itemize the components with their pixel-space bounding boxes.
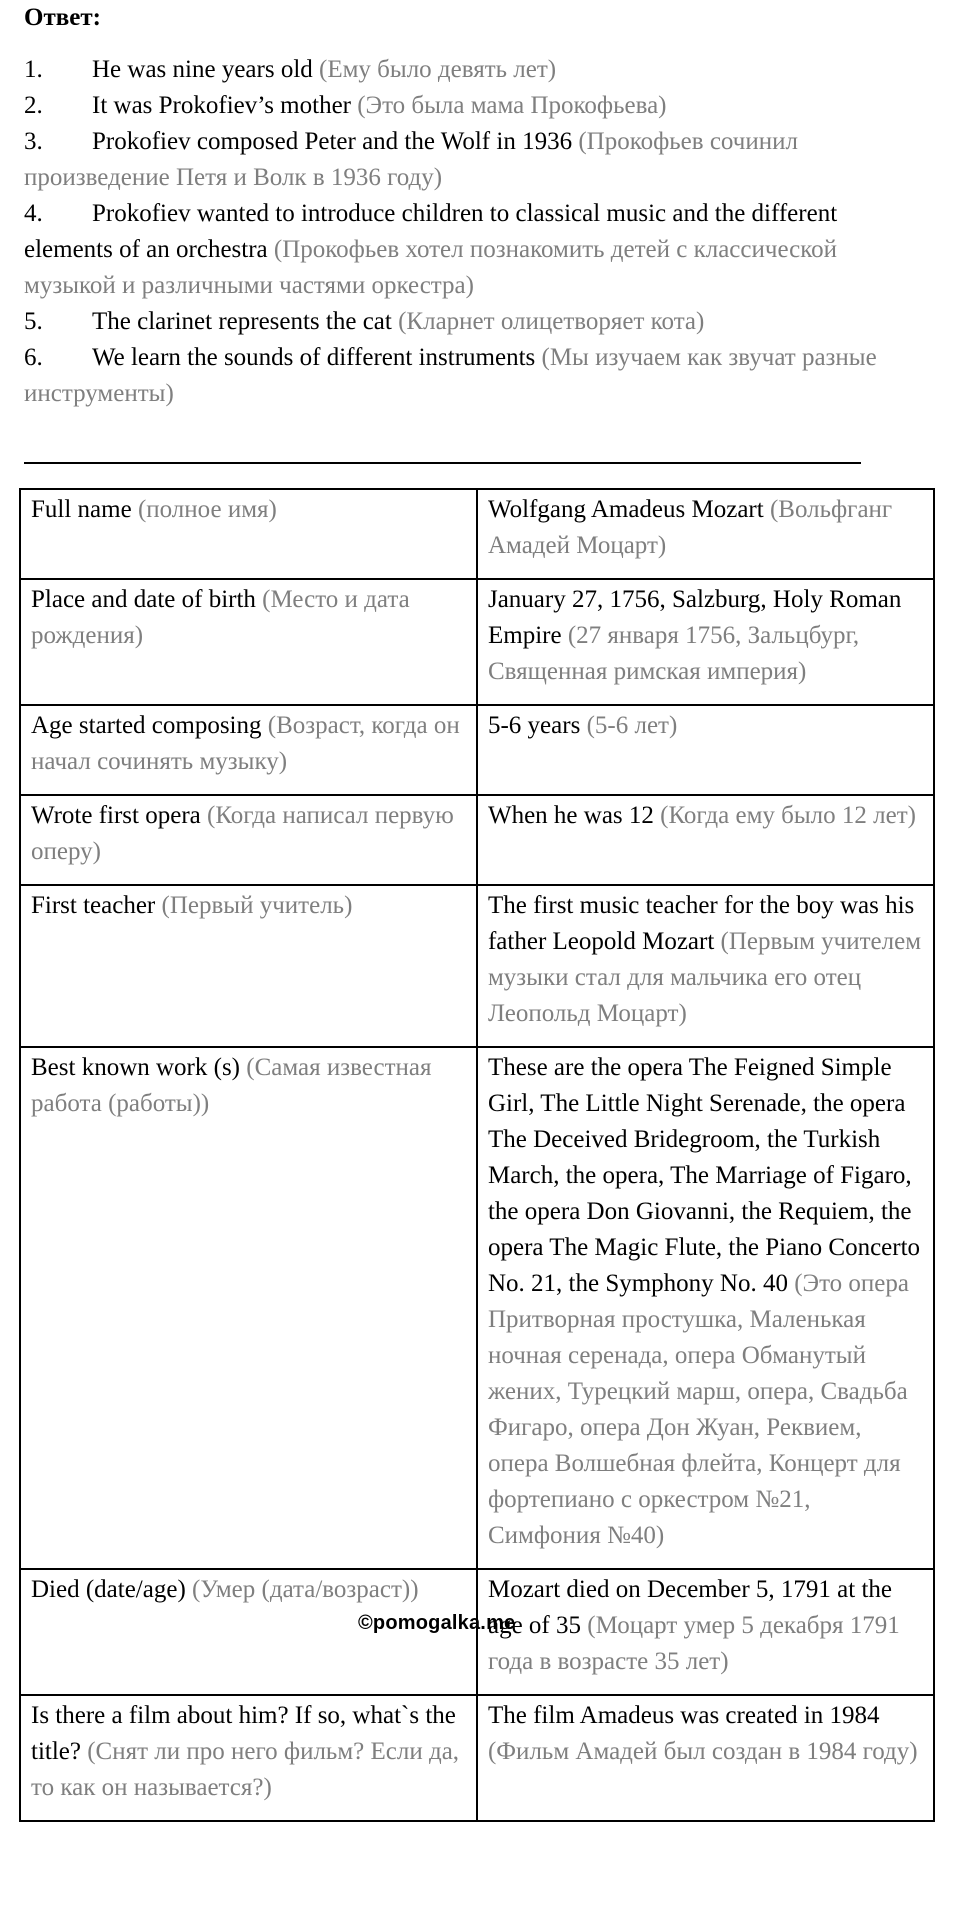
- answer-translation: (Прокофьев хотел познакомить детей с классической музыкой и различными частями оркестра): [24, 236, 838, 299]
- value-text: 5-6 years: [487, 712, 581, 739]
- answer-text: Prokofiev composed Peter and the Wolf in 1936: [92, 128, 573, 155]
- row-value-cell: [477, 1695, 934, 1821]
- answer-text: Prokofiev wanted to introduce children to classical music and the different elements of an orchestra: [24, 200, 838, 263]
- value-text: The first music teacher for the boy was his father Leopold Mozart: [487, 892, 915, 955]
- answer-translation: (Это была мама Прокофьева): [357, 92, 667, 119]
- label-text: Age started composing: [31, 712, 262, 739]
- table-row: [20, 489, 934, 579]
- row-label-cell: [20, 795, 477, 885]
- table-row: [20, 579, 934, 705]
- row-value-cell: [477, 795, 934, 885]
- label-text: Died (date/age): [31, 1576, 186, 1603]
- label-translation: (Место и дата рождения): [31, 586, 410, 649]
- table-row: [20, 1047, 934, 1569]
- answer-translation: (Мы изучаем как звучат разные инструменты): [24, 344, 877, 407]
- answer-number: 5.: [24, 308, 43, 335]
- answer-number: 3.: [24, 128, 43, 155]
- table-row: [20, 1695, 934, 1821]
- answer-list: [24, 52, 924, 412]
- answer-item: [24, 124, 924, 196]
- answer-item: [24, 196, 924, 304]
- answer-translation: (Прокофьев сочинил произведение Петя и Волк в 1936 году): [24, 128, 798, 191]
- answer-item: [24, 52, 924, 88]
- value-translation: (Моцарт умер 5 декабря 1791 года в возрасте 35 лет): [487, 1612, 900, 1675]
- table-row: [20, 705, 934, 795]
- label-text: Full name: [31, 496, 132, 523]
- label-translation: (полное имя): [137, 496, 277, 523]
- site-watermark: ©pomogalka.me: [358, 1612, 516, 1634]
- label-translation: (Снят ли про него фильм? Если да, то как он называется?): [31, 1738, 460, 1801]
- answer-number: 6.: [24, 344, 43, 371]
- row-value-cell: [477, 1047, 934, 1569]
- table-row: [20, 885, 934, 1047]
- value-text: Mozart died on December 5, 1791 at the age of 35: [487, 1576, 893, 1639]
- value-text: Wolfgang Amadeus Mozart: [487, 496, 764, 523]
- row-label-cell: [20, 489, 477, 579]
- label-text: Best known work (s): [31, 1054, 241, 1081]
- label-text: Is there a film about him? If so, what`s the title?: [31, 1702, 456, 1765]
- answer-text: The clarinet represents the cat: [92, 308, 392, 335]
- section-divider: [24, 462, 861, 464]
- value-text: The film Amadeus was created in 1984: [487, 1702, 880, 1729]
- answer-heading: Ответ:: [24, 4, 101, 31]
- value-translation: (Это опера Притворная простушка, Маленькая ночная серенада, опера Обманутый жених, Турецкий марш, опера, Свадьба Фигаро, опера Дон Жуан, Реквием, опера Волшебная флейта, Концерт для фортепиано с оркестром №21, Симфония №40): [487, 1270, 909, 1549]
- row-label-cell: [20, 1047, 477, 1569]
- value-text: January 27, 1756, Salzburg, Holy Roman Empire: [487, 586, 902, 649]
- answer-item: [24, 340, 924, 412]
- label-translation: (Возраст, когда он начал сочинять музыку): [31, 712, 460, 775]
- answer-number: 2.: [24, 92, 43, 119]
- value-text: These are the opera The Feigned Simple Girl, The Little Night Serenade, the opera The Deceived Bridegroom, the Turkish March, the opera, The Marriage of Figaro, the opera Don Giovanni, the Requiem, the opera The Magic Flute, the Piano Concerto No. 21, the Symphony No. 40: [487, 1054, 921, 1297]
- value-translation: (27 января 1756, Зальцбург, Священная римская империя): [487, 622, 860, 685]
- answer-text: He was nine years old: [92, 56, 313, 83]
- label-text: Place and date of birth: [31, 586, 256, 613]
- row-label-cell: [20, 579, 477, 705]
- label-translation: (Умер (дата/возраст)): [192, 1576, 419, 1603]
- label-text: First teacher: [31, 892, 156, 919]
- row-value-cell: [477, 1569, 934, 1695]
- value-translation: (Первым учителем музыки стал для мальчика его отец Леопольд Моцарт): [487, 928, 922, 1027]
- row-value-cell: [477, 579, 934, 705]
- answer-text: We learn the sounds of different instruments: [92, 344, 536, 371]
- row-label-cell: [20, 885, 477, 1047]
- label-translation: (Когда написал первую оперу): [31, 802, 454, 865]
- label-text: Wrote first opera: [31, 802, 201, 829]
- answer-text: It was Prokofiev’s mother: [92, 92, 351, 119]
- row-label-cell: [20, 1695, 477, 1821]
- value-translation: (Когда ему было 12 лет): [660, 802, 916, 829]
- value-translation: (Фильм Амадей был создан в 1984 году): [487, 1738, 918, 1765]
- label-translation: (Первый учитель): [161, 892, 353, 919]
- answer-item: [24, 304, 924, 340]
- label-translation: (Самая известная работа (работы)): [31, 1054, 432, 1117]
- table-row: [20, 795, 934, 885]
- answer-number: 4.: [24, 200, 43, 227]
- value-translation: (5-6 лет): [586, 712, 678, 739]
- row-value-cell: [477, 705, 934, 795]
- answer-translation: (Ему было девять лет): [319, 56, 557, 83]
- value-text: When he was 12: [487, 802, 654, 829]
- answer-item: [24, 88, 924, 124]
- answer-translation: (Кларнет олицетворяет кота): [398, 308, 705, 335]
- value-translation: (Вольфганг Амадей Моцарт): [487, 496, 893, 559]
- row-value-cell: [477, 489, 934, 579]
- row-label-cell: [20, 705, 477, 795]
- row-value-cell: [477, 885, 934, 1047]
- answer-number: 1.: [24, 56, 43, 83]
